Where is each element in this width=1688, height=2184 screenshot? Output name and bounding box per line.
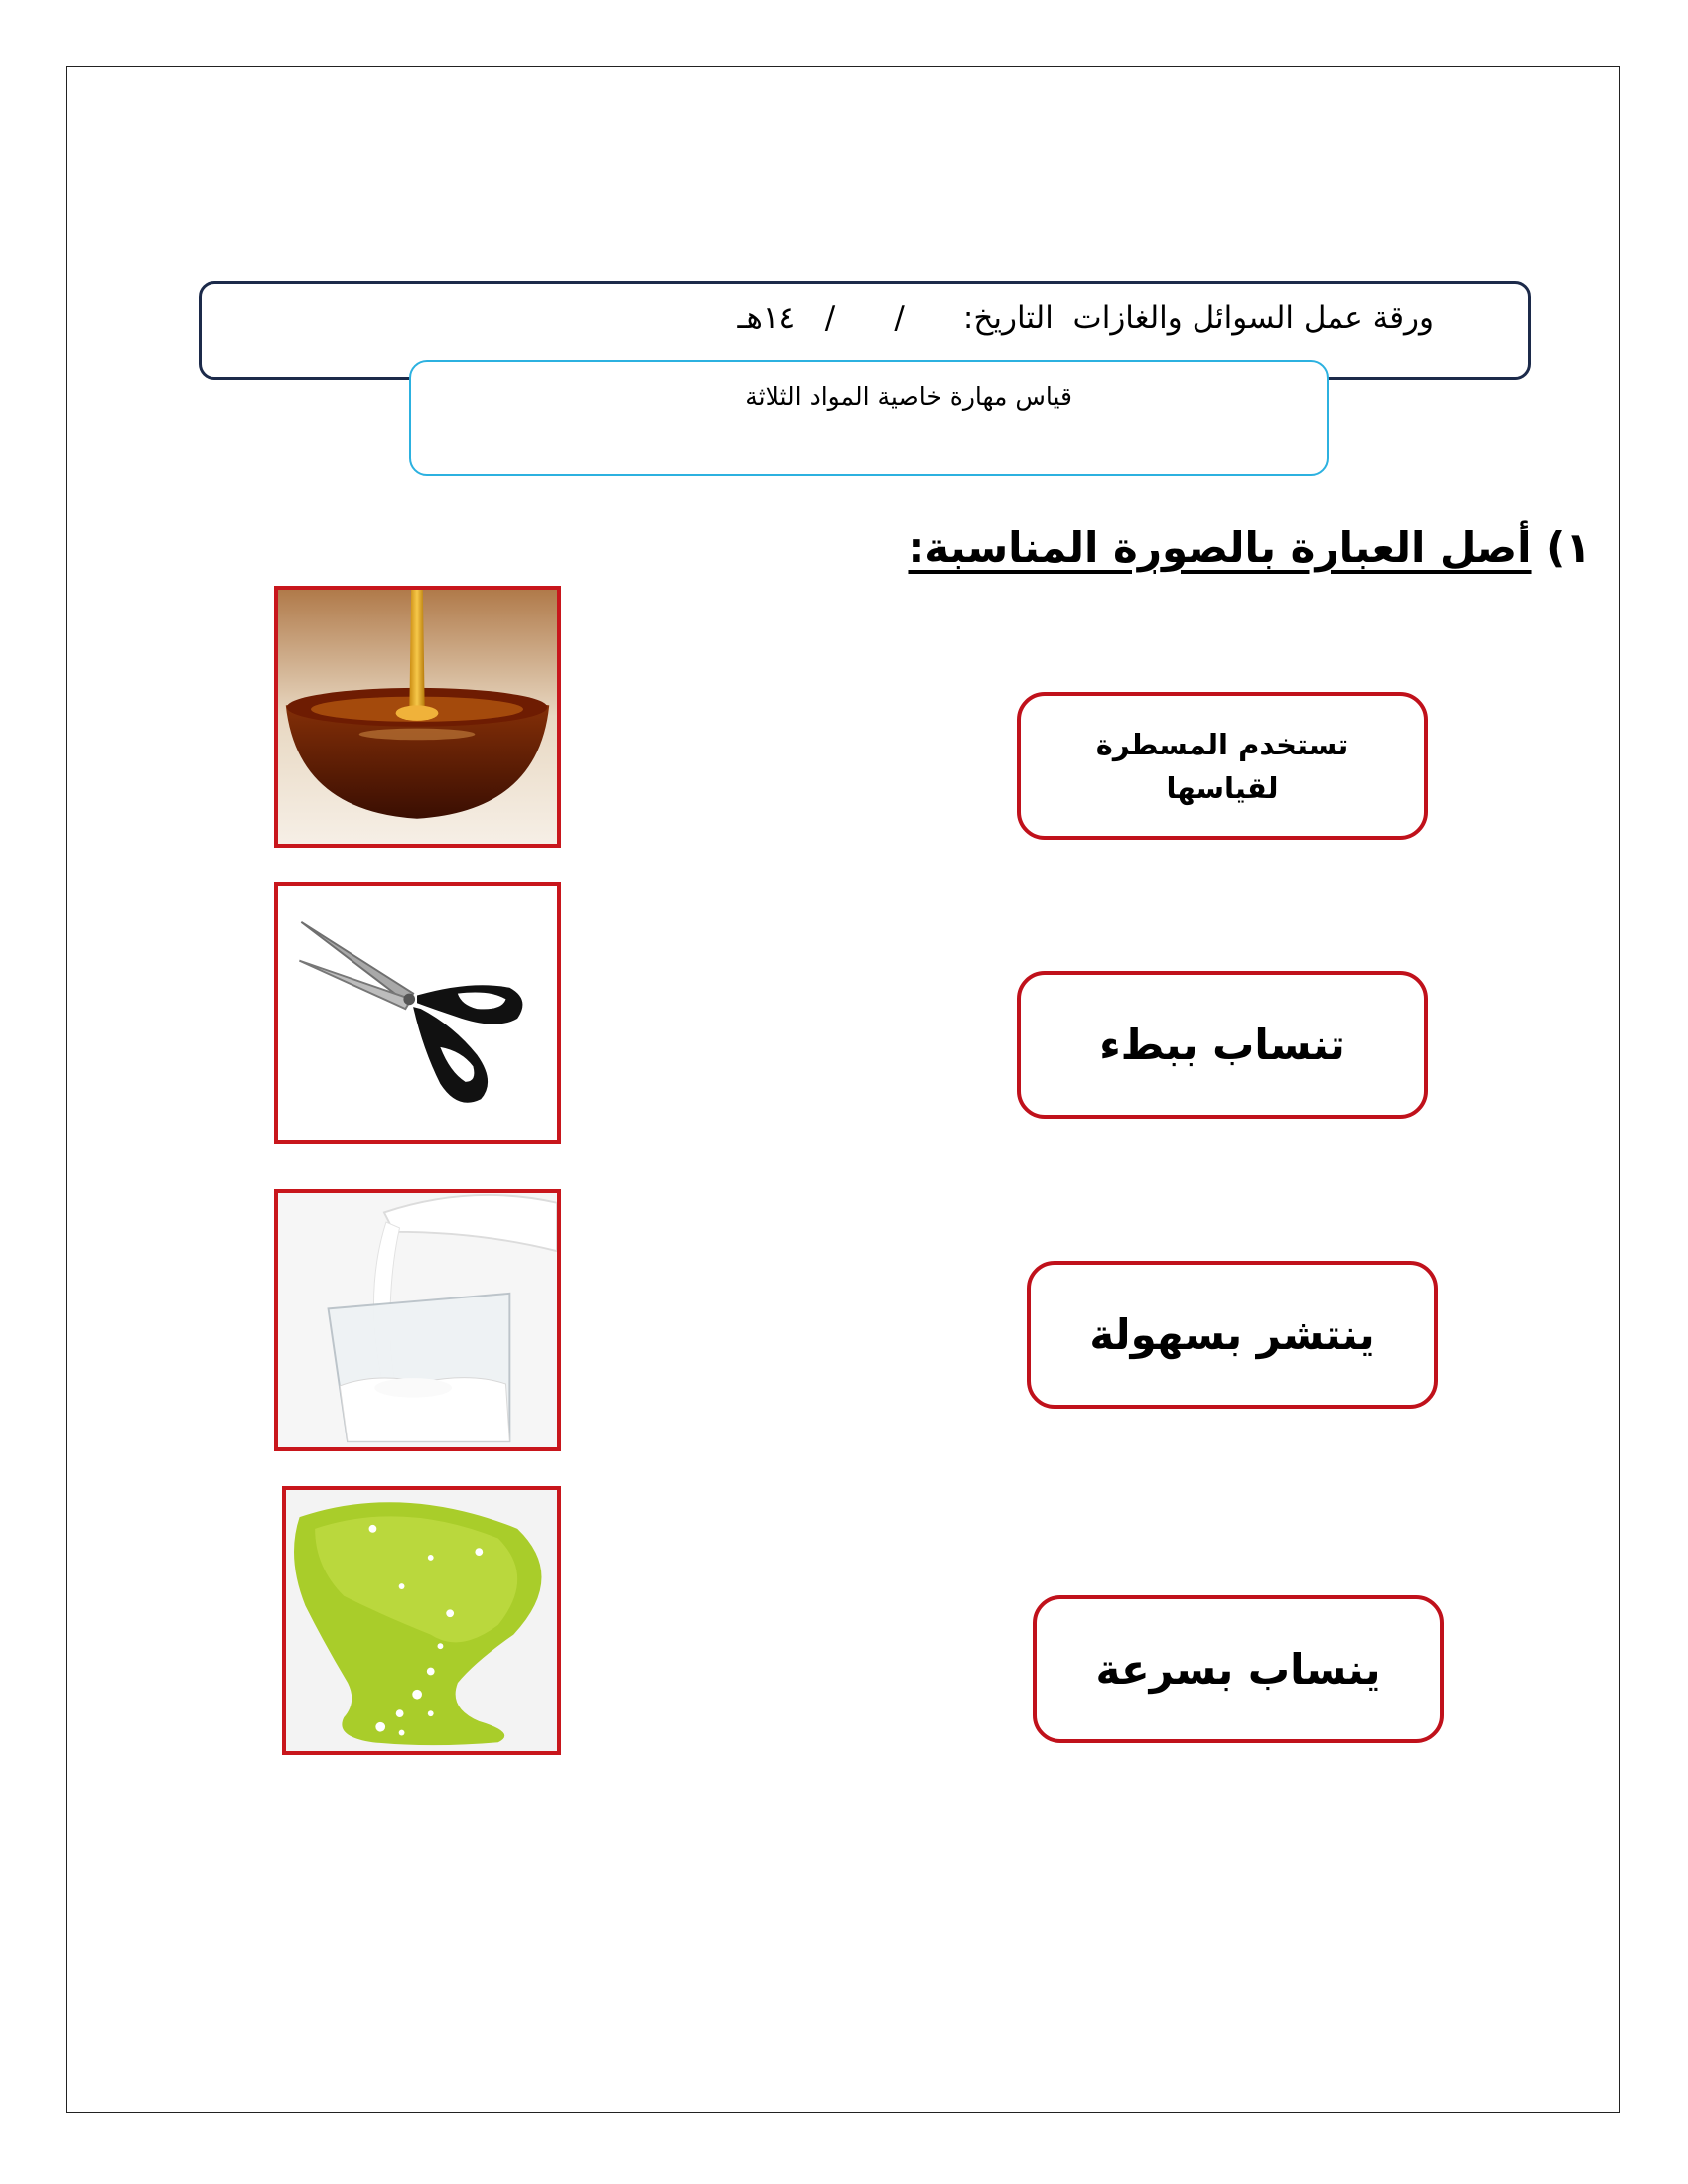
statement-ruler-line1: تستخدم المسطرة <box>1095 727 1349 761</box>
milk-pouring-icon <box>278 1193 557 1447</box>
question-number: ١) <box>1546 523 1591 572</box>
statement-flows-slowly[interactable] <box>1017 971 1428 1119</box>
question-text: أصل العبارة بالصورة المناسبة: <box>908 523 1532 572</box>
statement-ruler-line2: لقياسها <box>1166 770 1279 805</box>
statement-flows-quickly[interactable] <box>1033 1595 1444 1743</box>
green-liquid-image[interactable] <box>282 1486 561 1755</box>
statement-ruler[interactable] <box>1017 692 1428 840</box>
statement-spreads-easily-label: ينتشر بسهولة <box>1089 1310 1375 1359</box>
honey-bowl-image[interactable] <box>274 586 561 848</box>
honey-bowl-icon <box>278 590 557 844</box>
scissors-image[interactable] <box>274 882 561 1144</box>
subheader-box <box>409 360 1329 476</box>
green-liquid-spill-icon <box>286 1490 557 1751</box>
question-heading <box>908 523 1591 572</box>
statement-ruler-text <box>1096 723 1348 810</box>
statement-flows-quickly-label: ينساب بسرعة <box>1095 1645 1381 1694</box>
statement-flows-slowly-label: تنساب ببطء <box>1099 1021 1345 1069</box>
statement-spreads-easily[interactable] <box>1027 1261 1438 1409</box>
scissors-icon <box>278 886 557 1140</box>
skill-title: قياس مهارة خاصية المواد الثلاثة <box>745 382 1072 411</box>
worksheet-title: ورقة عمل السوائل والغازات التاريخ: / / ١٤هـ <box>737 300 1434 336</box>
milk-image[interactable] <box>274 1189 561 1451</box>
